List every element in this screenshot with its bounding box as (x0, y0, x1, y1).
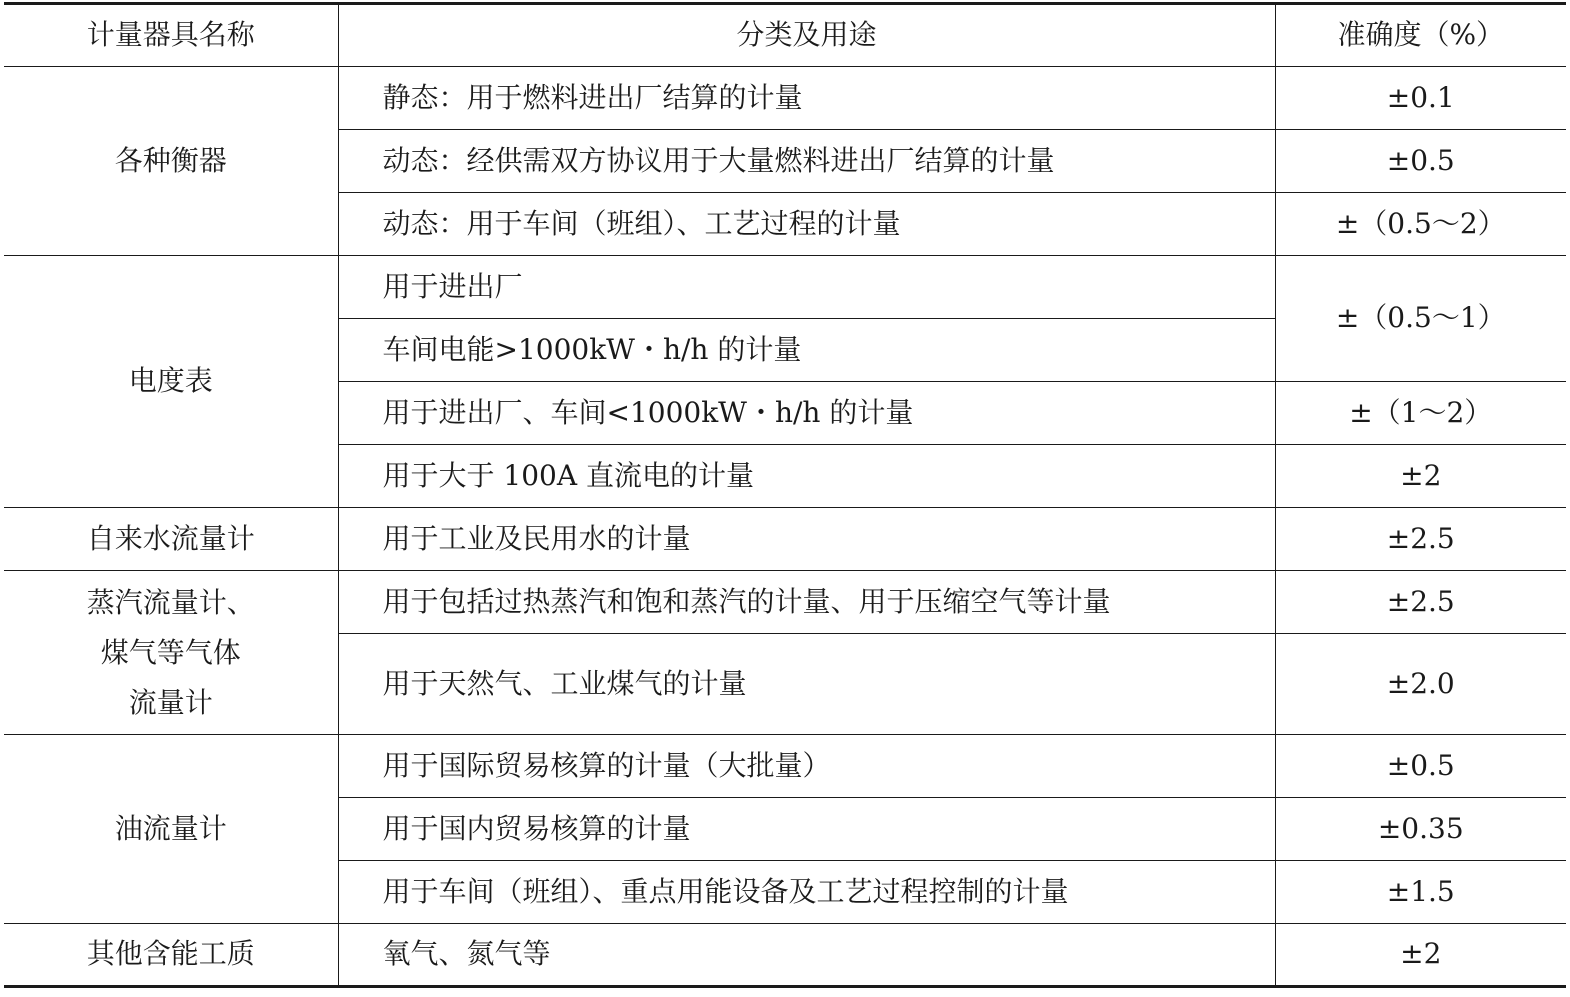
usage-cell: 用于国内贸易核算的计量 (338, 798, 1275, 861)
table-row (4, 924, 1566, 987)
usage-cell: 用于国际贸易核算的计量（大批量） (338, 735, 1275, 798)
accuracy-cell: ±2.5 (1275, 571, 1566, 634)
accuracy-cell: ±2.5 (1275, 508, 1566, 571)
table-row (4, 256, 1566, 319)
instrument-name-cell: 自来水流量计 (4, 508, 338, 571)
table-row (4, 67, 1566, 130)
accuracy-cell: ±（0.5～2） (1275, 193, 1566, 256)
usage-cell: 动态：经供需双方协议用于大量燃料进出厂结算的计量 (338, 130, 1275, 193)
accuracy-cell: ±0.35 (1275, 798, 1566, 861)
instrument-name-cell: 各种衡器 (4, 67, 338, 256)
instrument-name-cell: 电度表 (4, 256, 338, 508)
accuracy-cell: ±0.1 (1275, 67, 1566, 130)
metering-instruments-table (4, 2, 1566, 988)
accuracy-cell: ±2 (1275, 924, 1566, 987)
accuracy-cell: ±2.0 (1275, 634, 1566, 735)
table-row (4, 735, 1566, 798)
header-row (4, 4, 1566, 67)
header-instrument-name: 计量器具名称 (4, 4, 338, 67)
usage-cell: 用于进出厂 (338, 256, 1275, 319)
usage-cell: 用于大于 100A 直流电的计量 (338, 445, 1275, 508)
instrument-name-cell (4, 571, 338, 735)
usage-cell: 用于包括过热蒸汽和饱和蒸汽的计量、用于压缩空气等计量 (338, 571, 1275, 634)
instrument-name-line: 蒸汽流量计、 (86, 585, 255, 619)
table-row (4, 508, 1566, 571)
accuracy-cell: ±0.5 (1275, 735, 1566, 798)
usage-cell: 动态：用于车间（班组）、工艺过程的计量 (338, 193, 1275, 256)
header-accuracy: 准确度（%） (1275, 4, 1566, 67)
usage-cell: 用于车间（班组）、重点用能设备及工艺过程控制的计量 (338, 861, 1275, 924)
usage-cell: 氧气、氮气等 (338, 924, 1275, 987)
usage-cell: 用于天然气、工业煤气的计量 (338, 634, 1275, 735)
usage-cell: 车间电能>1000kW・h/h 的计量 (338, 319, 1275, 382)
accuracy-cell: ±（1～2） (1275, 382, 1566, 445)
accuracy-cell: ±1.5 (1275, 861, 1566, 924)
accuracy-cell: ±2 (1275, 445, 1566, 508)
header-usage: 分类及用途 (338, 4, 1275, 67)
accuracy-cell: ±（0.5～1） (1275, 256, 1566, 382)
usage-cell: 静态：用于燃料进出厂结算的计量 (338, 67, 1275, 130)
usage-cell: 用于工业及民用水的计量 (338, 508, 1275, 571)
usage-cell: 用于进出厂、车间<1000kW・h/h 的计量 (338, 382, 1275, 445)
instrument-name-cell: 其他含能工质 (4, 924, 338, 987)
table-row (4, 571, 1566, 634)
instrument-name-line: 煤气等气体 (100, 635, 241, 669)
instrument-name-line: 流量计 (128, 685, 213, 719)
accuracy-cell: ±0.5 (1275, 130, 1566, 193)
instrument-name-cell: 油流量计 (4, 735, 338, 924)
